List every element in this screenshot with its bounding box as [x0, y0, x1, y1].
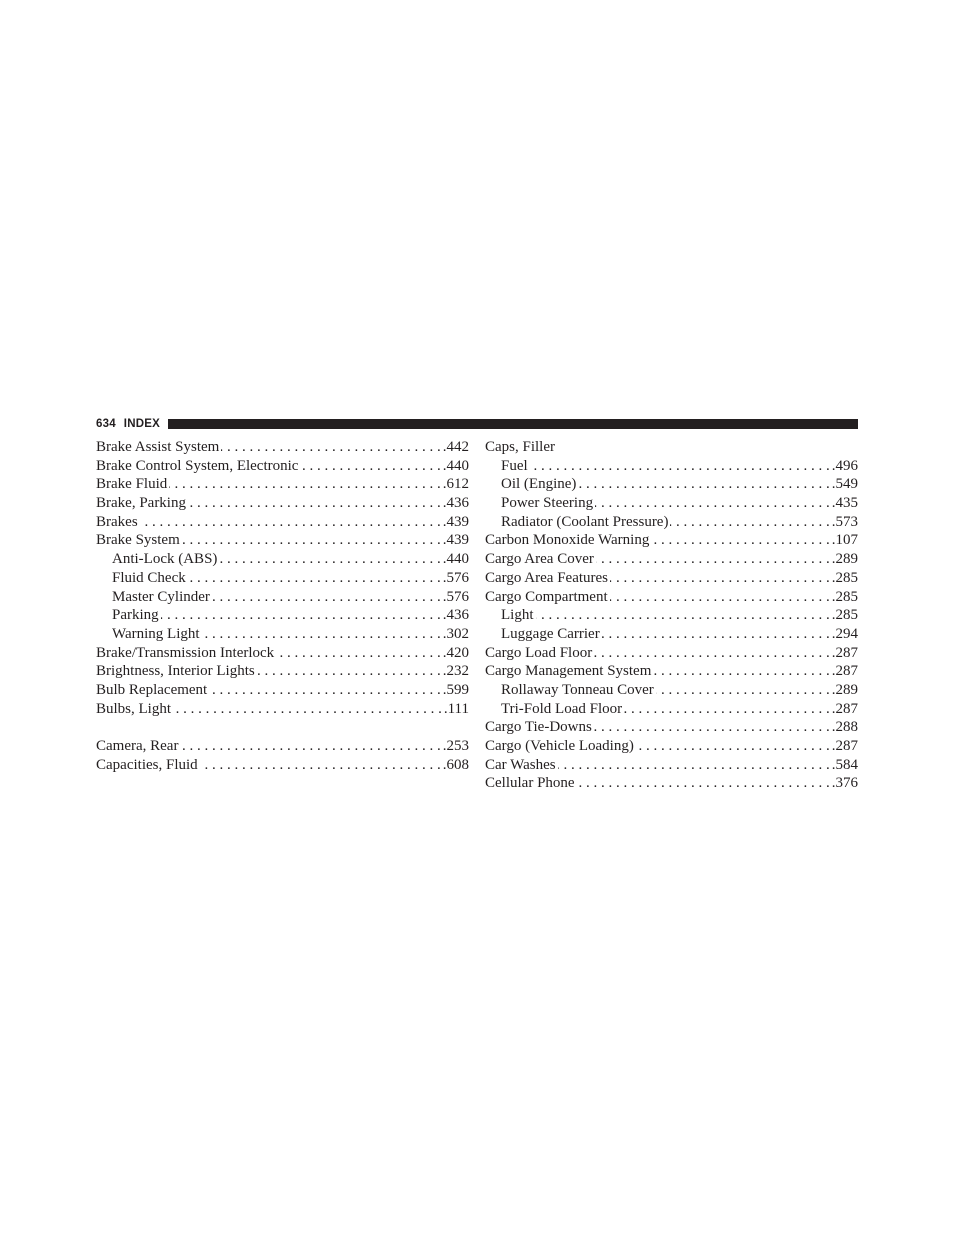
dot-leader	[651, 531, 829, 550]
index-term: Brake System	[96, 532, 180, 549]
dot-leader	[180, 737, 440, 756]
index-entry	[96, 438, 469, 457]
dot-leader	[594, 644, 830, 663]
index-page-number: .612	[442, 476, 469, 493]
index-page-number: .107	[831, 532, 858, 549]
index-subentry	[485, 700, 858, 719]
index-term: Bulb Replacement	[96, 681, 208, 698]
index-term: Car Washes	[485, 756, 556, 773]
index-page-number: .439	[442, 513, 469, 530]
index-subentry	[96, 569, 469, 588]
dot-leader	[188, 494, 441, 513]
dot-leader	[530, 457, 830, 476]
index-entry	[485, 550, 858, 569]
index-page-number: .549	[831, 476, 858, 493]
index-entry	[96, 662, 469, 681]
index-entry	[485, 737, 858, 756]
dot-leader	[140, 513, 441, 532]
index-page-number: .288	[831, 719, 858, 736]
index-page-number: .576	[442, 588, 469, 605]
index-term: Brake Control System, Electronic	[96, 457, 299, 474]
index-page-number: .289	[831, 551, 858, 568]
dot-leader	[188, 569, 441, 588]
index-entry	[485, 662, 858, 681]
index-entry	[96, 475, 469, 494]
dot-leader	[656, 681, 830, 700]
index-term: Carbon Monoxide Warning	[485, 532, 650, 549]
index-term: Luggage Carrier	[501, 625, 600, 642]
index-subentry	[485, 513, 858, 532]
index-entry	[96, 644, 469, 663]
index-page-number: .287	[831, 700, 858, 717]
index-term: Light	[501, 607, 534, 624]
page-header	[96, 417, 858, 431]
index-term: Cargo Load Floor	[485, 644, 593, 661]
index-page-number: .285	[831, 588, 858, 605]
header-rule	[168, 419, 858, 429]
index-term: Warning Light	[112, 625, 200, 642]
index-term: Brake/Transmission Interlock	[96, 644, 275, 661]
dot-leader	[636, 737, 830, 756]
dot-leader	[670, 513, 829, 532]
index-page-number: .287	[831, 644, 858, 661]
index-subentry	[485, 494, 858, 513]
index-term: Power Steering	[501, 495, 594, 512]
index-entry	[96, 494, 469, 513]
dot-leader	[578, 475, 829, 494]
index-page-number: .573	[831, 513, 858, 530]
dot-leader	[596, 550, 830, 569]
index-term: Parking	[112, 607, 159, 624]
index-term: Brake, Parking	[96, 495, 186, 512]
index-page-number: .442	[442, 439, 469, 455]
section-title: INDEX	[123, 418, 160, 430]
dot-leader	[200, 756, 441, 775]
index-term: Cargo Tie-Downs	[485, 719, 592, 736]
dot-leader	[595, 494, 830, 513]
index-page-number: .285	[831, 569, 858, 586]
index-entry	[96, 700, 469, 719]
index-page-number: .436	[442, 495, 469, 512]
index-entry	[485, 774, 858, 793]
index-page-number: .294	[831, 625, 858, 642]
dot-leader	[182, 531, 441, 550]
index-entry	[485, 718, 858, 737]
index-page-number: .420	[442, 644, 469, 661]
dot-leader	[202, 625, 441, 644]
index-page-number: .302	[442, 625, 469, 642]
index-page-number: .436	[442, 607, 469, 624]
index-page-number: .440	[442, 457, 469, 474]
index-page-number: .285	[831, 607, 858, 624]
index-column-right	[485, 438, 858, 793]
index-subentry	[96, 588, 469, 607]
dot-leader	[276, 644, 441, 663]
index-entry	[96, 681, 469, 700]
index-entry	[96, 457, 469, 476]
dot-leader	[209, 681, 441, 700]
index-entry	[485, 531, 858, 550]
index-term: Cargo Compartment	[485, 588, 608, 605]
dot-leader	[212, 588, 441, 607]
dot-leader	[257, 662, 441, 681]
dot-leader	[536, 606, 830, 625]
dot-leader	[594, 718, 830, 737]
dot-leader	[219, 550, 440, 569]
index-term: Oil (Engine)	[501, 476, 577, 493]
index-entry	[485, 438, 858, 457]
dot-leader	[221, 438, 440, 457]
index-entry	[485, 588, 858, 607]
index-entry	[96, 531, 469, 550]
index-column-left	[96, 438, 469, 774]
index-entry	[96, 737, 469, 756]
index-term: Fuel	[501, 457, 528, 474]
index-term: Brake Fluid	[96, 476, 168, 493]
index-page-number: .584	[831, 756, 858, 773]
index-term: Brake Assist System	[96, 439, 220, 455]
page-number: 634	[96, 418, 116, 430]
index-page-number: .439	[442, 532, 469, 549]
index-page-number: .496	[831, 457, 858, 474]
dot-leader	[610, 588, 830, 607]
index-term: Camera, Rear	[96, 738, 179, 754]
index-term: Cargo (Vehicle Loading)	[485, 738, 634, 754]
dot-leader	[577, 774, 830, 793]
dot-leader	[653, 662, 829, 681]
index-term: Cargo Area Features	[485, 569, 609, 586]
index-term: Anti-Lock (ABS)	[112, 551, 218, 568]
index-entry	[485, 756, 858, 775]
index-page-number: .599	[442, 681, 469, 698]
index-subentry	[96, 606, 469, 625]
dot-leader	[173, 700, 442, 719]
dot-leader	[602, 625, 830, 644]
dot-leader	[300, 457, 440, 476]
index-page-number: .435	[831, 495, 858, 512]
index-page-number: .289	[831, 681, 858, 698]
index-entry	[96, 756, 469, 775]
index-page-number: .287	[831, 738, 858, 754]
index-subentry	[485, 681, 858, 700]
index-page-number: .253	[442, 738, 469, 754]
dot-leader	[558, 756, 830, 775]
index-page-number: .232	[442, 663, 469, 680]
index-entry	[96, 513, 469, 532]
index-page-number: .608	[442, 756, 469, 773]
index-term: Cargo Area Cover	[485, 551, 594, 568]
index-subentry	[485, 625, 858, 644]
index-page-number: .111	[443, 700, 469, 717]
dot-leader	[169, 475, 441, 494]
index-subentry	[96, 625, 469, 644]
index-subentry	[485, 606, 858, 625]
index-term: Brightness, Interior Lights	[96, 663, 255, 680]
index-entry	[485, 569, 858, 588]
index-term: Tri-Fold Load Floor	[501, 700, 623, 717]
index-subentry	[485, 457, 858, 476]
index-term: Master Cylinder	[112, 588, 210, 605]
index-page-number: .440	[442, 551, 469, 568]
index-term: Radiator (Coolant Pressure)	[501, 513, 669, 530]
index-term: Cellular Phone	[485, 775, 575, 792]
index-term: Bulbs, Light	[96, 700, 172, 717]
index-term: Rollaway Tonneau Cover	[501, 681, 654, 698]
index-term: Cargo Management System	[485, 663, 652, 680]
index-page-number: .376	[831, 775, 858, 792]
dot-leader	[161, 606, 441, 625]
index-subentry	[96, 550, 469, 569]
index-entry	[485, 644, 858, 663]
index-term: Brakes	[96, 513, 138, 530]
index-term: Fluid Check	[112, 569, 186, 586]
index-page-number: .576	[442, 569, 469, 586]
index-term: Capacities, Fluid	[96, 756, 198, 773]
index-page-number: .287	[831, 663, 858, 680]
index-subentry	[485, 475, 858, 494]
dot-leader	[610, 569, 830, 588]
dot-leader	[624, 700, 830, 719]
index-term: Caps, Filler	[485, 439, 555, 455]
